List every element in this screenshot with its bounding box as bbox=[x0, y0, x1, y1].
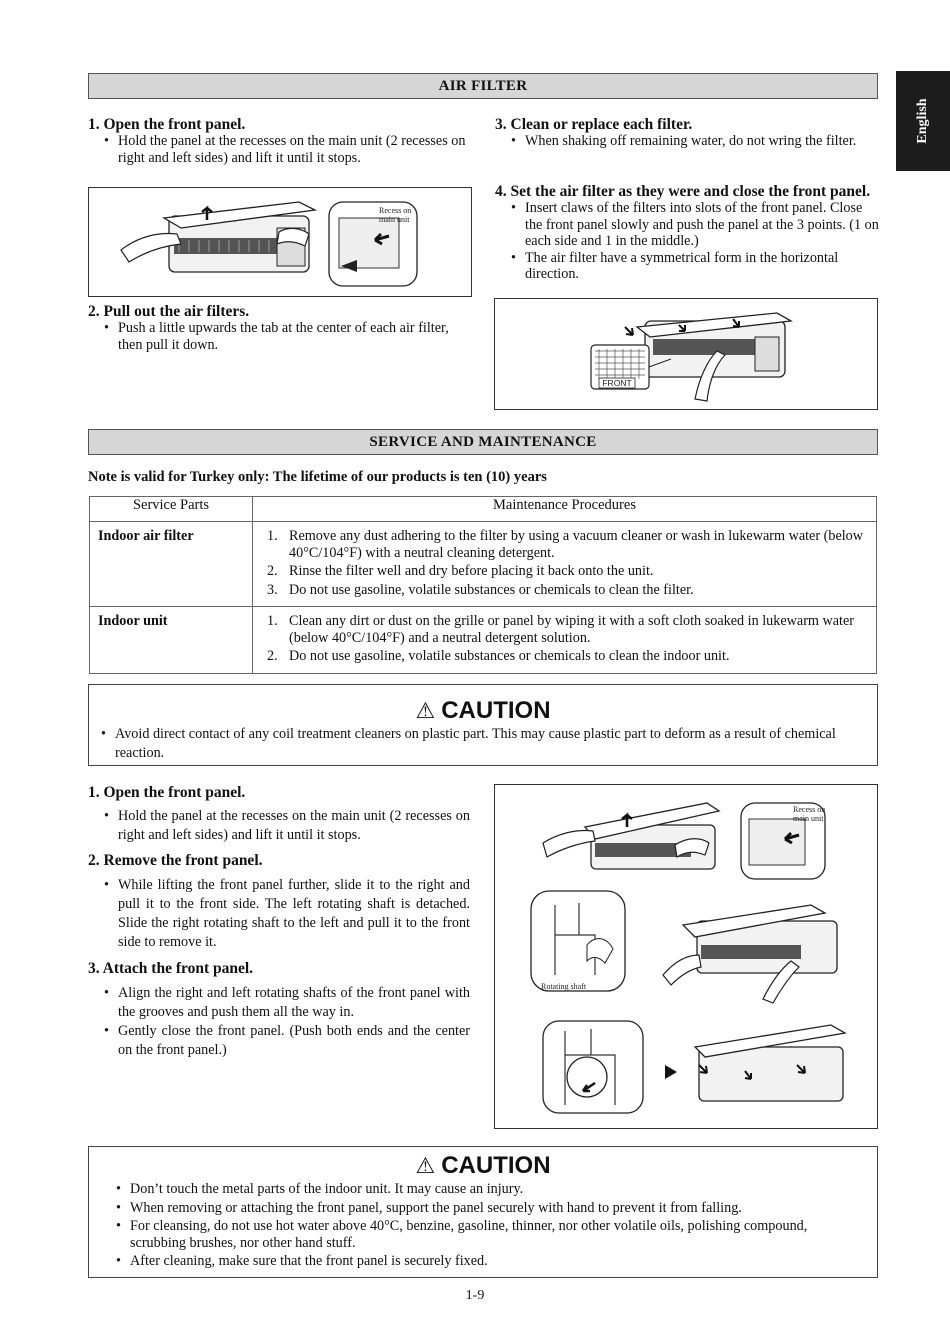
procedure-item: 2. Do not use gasoline, volatile substances or chemicals to clean the indoor unit. bbox=[267, 648, 730, 664]
procedure-item: 1. Remove any dust adhering to the filter by using a vacuum cleaner or wash in lukewarm water (below 40°C/104°F) with a neutral cleaning detergent. bbox=[267, 528, 864, 561]
set-filter-figure bbox=[494, 298, 878, 410]
warning-triangle-icon: ⚠ bbox=[415, 699, 436, 724]
recess-label-line1: Recess on bbox=[793, 805, 826, 814]
svg-text:main unit: main unit bbox=[379, 215, 410, 224]
service-part-cell: Indoor unit bbox=[90, 607, 253, 674]
filter-illustration bbox=[495, 299, 877, 409]
step-title: 4. Set the air filter as they were and close the front panel. bbox=[495, 183, 871, 200]
procedure-item: 3. Do not use gasoline, volatile substances or chemicals to clean the filter. bbox=[267, 581, 694, 598]
air-filter-step-2 bbox=[88, 303, 468, 353]
service-part-cell: Indoor air filter bbox=[90, 522, 253, 607]
step-bullet: • Hold the panel at the recesses on the main unit (2 recesses on right and left sides) and lift it until it stops. bbox=[102, 807, 470, 845]
front-label: FRONT bbox=[602, 378, 632, 388]
svg-text:Recess on: Recess on bbox=[379, 206, 412, 215]
rotating-shaft-label: Rotating shaft bbox=[541, 982, 587, 991]
table-header-row bbox=[90, 497, 877, 522]
panel-step-3-title: 3. Attach the front panel. bbox=[88, 960, 254, 977]
procedure-item: 1. Clean any dirt or dust on the grille or panel by wiping it with a soft cloth soaked in lukewarm water (below 40°C/104°F) and a neutral detergent solution. bbox=[267, 613, 855, 646]
service-section-header: SERVICE AND MAINTENANCE bbox=[88, 429, 878, 455]
caution-bullet: • After cleaning, make sure that the front panel is securely fixed. bbox=[114, 1253, 847, 1270]
open-panel-figure bbox=[88, 187, 472, 297]
warning-triangle-icon: ⚠ bbox=[415, 1154, 436, 1179]
step-bullet: • Hold the panel at the recesses on the main unit (2 recesses on right and left sides) and lift it until it stops. bbox=[102, 133, 468, 166]
caution-bullet: • For cleansing, do not use hot water above 40°C, benzine, gasoline, thinner, nor other volatile oils, polishing compound, scrubbing brushes, nor other hand stuff. bbox=[114, 1218, 847, 1251]
procedure-item: 2. Rinse the filter well and dry before placing it back onto the unit. bbox=[267, 563, 654, 579]
step-title: 3. Clean or replace each filter. bbox=[495, 116, 693, 133]
step-title: 1. Open the front panel. bbox=[88, 116, 246, 133]
table-row bbox=[90, 607, 877, 674]
step-bullet: • Insert claws of the filters into slots of the front panel. Close the front panel slowly and push the panel at the 3 points. (1 on each side and 1 in the middle.) bbox=[509, 200, 879, 250]
page-number: 1-9 bbox=[465, 1288, 485, 1303]
procedure-cell bbox=[253, 522, 877, 607]
panel-step-2-title: 2. Remove the front panel. bbox=[88, 852, 263, 869]
step-bullet: • When shaking off remaining water, do not wring the filter. bbox=[509, 133, 877, 150]
front-panel-figure bbox=[494, 784, 878, 1129]
caution-heading: ⚠ CAUTION bbox=[415, 697, 551, 724]
front-panel-illustration bbox=[495, 785, 877, 1128]
step-title: 2. Pull out the air filters. bbox=[88, 303, 250, 320]
next-step-arrow-icon bbox=[665, 1065, 677, 1079]
air-filter-step-4 bbox=[495, 183, 879, 283]
air-filter-step-3 bbox=[495, 116, 877, 150]
panel-step-2-bullets bbox=[102, 876, 470, 952]
recess-label-line2: main unit bbox=[793, 814, 824, 823]
step-bullet: • The air filter have a symmetrical form in the horizontal direction. bbox=[509, 250, 879, 283]
air-filter-step-1 bbox=[88, 116, 468, 166]
air-filter-section-header: AIR FILTER bbox=[88, 73, 878, 99]
air-conditioner-illustration bbox=[89, 188, 471, 296]
caution-bullet: • Avoid direct contact of any coil treatment cleaners on plastic part. This may cause plastic part to deform as a result of chemical reaction. bbox=[99, 725, 857, 763]
procedure-cell bbox=[253, 607, 877, 674]
language-tab-label: English bbox=[914, 98, 930, 144]
panel-step-1-title: 1. Open the front panel. bbox=[88, 784, 246, 801]
maintenance-table bbox=[89, 496, 877, 674]
caution-bullet: • Don’t touch the metal parts of the indoor unit. It may cause an injury. bbox=[114, 1181, 847, 1198]
panel-step-1-bullets bbox=[102, 807, 470, 845]
caution-heading: ⚠ CAUTION bbox=[415, 1152, 551, 1179]
step-bullet: • Push a little upwards the tab at the center of each air filter, then pull it down. bbox=[102, 320, 468, 353]
step-bullet: • Gently close the front panel. (Push both ends and the center on the front panel.) bbox=[102, 1022, 470, 1060]
turkey-lifetime-note: Note is valid for Turkey only: The lifetime of our products is ten (10) years bbox=[88, 469, 547, 485]
table-row bbox=[90, 522, 877, 607]
step-bullet: • Align the right and left rotating shafts of the front panel with the grooves and push them all the way in. bbox=[102, 984, 470, 1022]
caution-bullet: • When removing or attaching the front panel, support the panel securely with hand to prevent it from falling. bbox=[114, 1200, 847, 1217]
caution-box-metal-parts bbox=[88, 1146, 878, 1278]
column-header-procedures: Maintenance Procedures bbox=[253, 497, 877, 522]
language-tab bbox=[896, 71, 950, 171]
panel-step-3-bullets bbox=[102, 984, 470, 1060]
step-bullet: • While lifting the front panel further, slide it to the right and pull it to the front side. The left rotating shaft is detached. Slide the right rotating shaft to the left and pull it to the front side to remove it. bbox=[102, 876, 470, 952]
column-header-service-parts: Service Parts bbox=[90, 497, 253, 522]
caution-box-coil bbox=[88, 684, 878, 766]
